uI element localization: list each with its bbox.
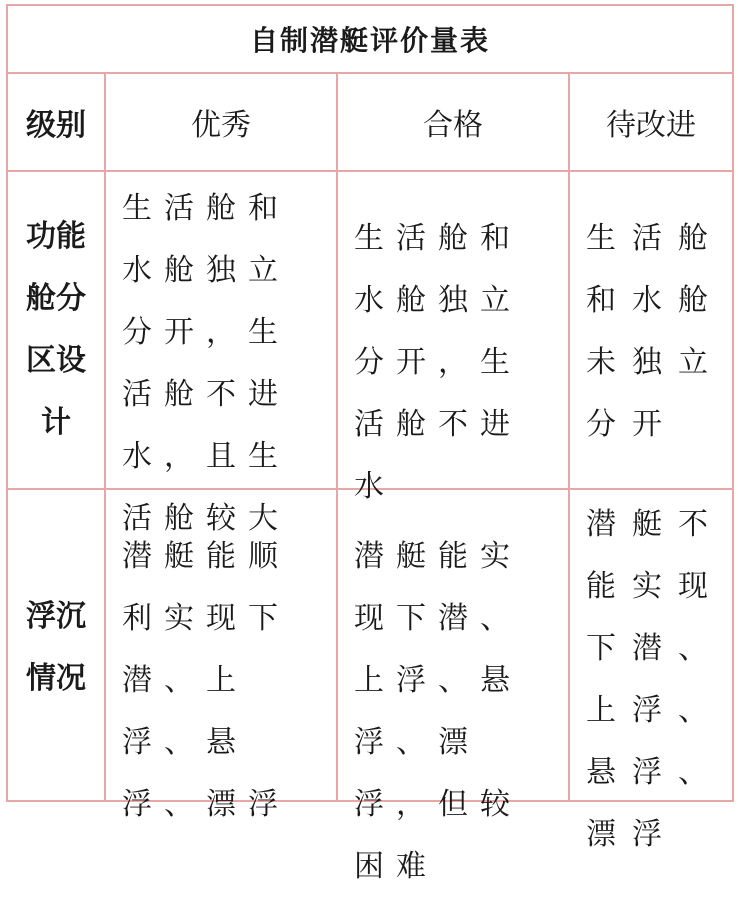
header-needs-improvement: 待改进 — [606, 108, 696, 143]
row-label-line: 舱分 — [26, 281, 86, 316]
cell-function-needs-improvement: 生活舱和水舱未独立分开 — [586, 221, 724, 442]
divider — [568, 72, 570, 802]
row-label-line: 计 — [41, 405, 71, 440]
divider — [336, 72, 338, 802]
row-label-line: 情况 — [26, 661, 86, 696]
header-excellent: 优秀 — [191, 108, 251, 143]
cell-buoyancy-excellent: 潜艇能顺利实现下潜、上浮、悬浮、漂浮 — [122, 539, 290, 822]
cell-function-excellent: 生活舱和水舱独立分开，生活舱不进水，且生活舱较大 — [122, 191, 290, 536]
row-label-function-design — [8, 206, 104, 454]
cell-buoyancy-qualified: 潜艇能实现下潜、上浮、悬浮、漂浮，但较困难 — [354, 539, 522, 884]
header-level: 级别 — [26, 108, 86, 143]
row-label-line: 浮沉 — [26, 599, 86, 634]
divider — [104, 72, 106, 802]
cell-function-qualified: 生活舱和水舱独立分开，生活舱不进水 — [354, 221, 522, 504]
table-title: 自制潜艇评价量表 — [249, 24, 490, 57]
divider — [6, 170, 734, 172]
header-qualified: 合格 — [423, 108, 483, 143]
row-label-buoyancy — [8, 586, 104, 710]
row-label-line: 区设 — [26, 343, 86, 378]
cell-buoyancy-needs-improvement: 潜艇不能实现下潜、上浮、悬浮、漂浮 — [586, 507, 724, 852]
row-label-line: 功能 — [26, 219, 86, 254]
